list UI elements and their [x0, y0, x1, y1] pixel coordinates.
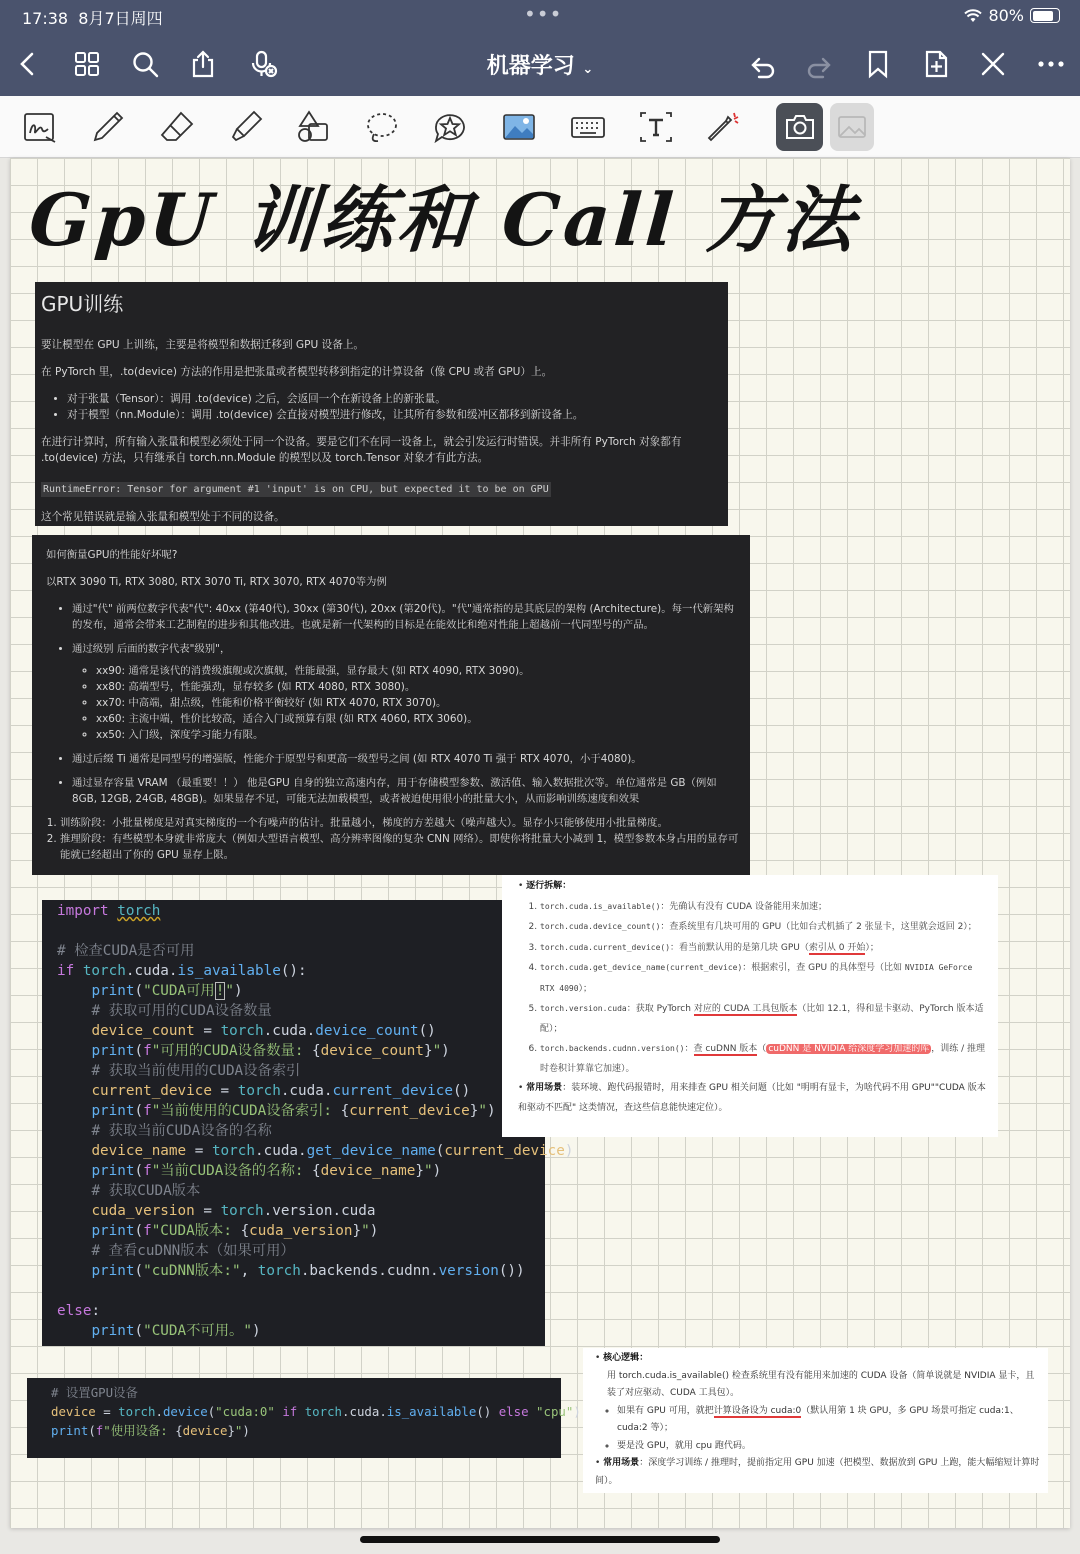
laser-pointer-icon[interactable] — [702, 106, 746, 148]
screenshot-gpu-training[interactable] — [35, 282, 728, 526]
level-item: ◦ xx60: 主流中端，性价比较高，适合入门或预算有限 (如 RTX 4060, RTX 3060)。 — [96, 711, 742, 727]
status-right — [964, 6, 1060, 25]
undo-icon[interactable] — [744, 46, 780, 82]
explain-item: 4. torch.cuda.get_device_name(current_device)：根据索引，查 GPU 的具体型号（比如 NVIDIA GeForce RTX 4090）； — [540, 958, 986, 999]
multitask-dots[interactable]: ••• — [524, 2, 563, 26]
highlighter-icon[interactable] — [224, 106, 268, 148]
explain-title: • 逐行拆解： — [518, 881, 572, 891]
list-item: • 通过级别 后面的数字代表"级别"， ◦ xx90: 通常是该代的消费级旗舰或次旗舰，性能最强，显存最大 (如 RTX 4090, RTX 3090)。 ◦ xx80: 高端型号，性能强劲，显存较多 (如 RTX 4080, RTX 3080)。 ◦ xx70: 中高端，甜点级，性能和价格平衡较好 (如 RTX 4070, RTX 3070)。 ◦ xx60: 主流中端，性价比较高，适合入门或预算有限 (如 RTX 4060, RTX 3060)。 ◦ xx50: 入门级，深度学习能力有限。 — [72, 641, 742, 743]
shapes-icon[interactable] — [292, 106, 336, 148]
core-intro: 用 torch.cuda.is_available() 检查系统里有没有能用来加速的 CUDA 设备（简单说就是 NVIDIA 显卡，且装了对应驱动、CUDA 工具包）。 — [607, 1370, 1035, 1398]
level-item: ◦ xx50: 入门级，深度学习能力有限。 — [96, 727, 742, 743]
screenshot-line-by-line-explain[interactable] — [502, 875, 998, 1137]
section-heading: GPU训练 — [41, 292, 124, 316]
camera-icon[interactable] — [776, 103, 823, 151]
core-item: ◦ 如果有 GPU 可用，就把计算设备设为 cuda:0（默认用第 1 块 GPU，多 GPU 场景可指定 cuda:1、cuda:2 等）； — [617, 1403, 1040, 1438]
sticker-icon[interactable] — [428, 106, 472, 148]
back-icon[interactable] — [10, 46, 46, 82]
scribble-icon[interactable] — [18, 106, 62, 148]
home-indicator[interactable] — [360, 1536, 720, 1543]
paragraph: 这个常见错误就是输入张量和模型处于不同的设备。 — [41, 511, 285, 523]
scene-line: • 常用场景：装环境、跑代码报错时，用来排查 GPU 相关问题（比如 "明明有显卡，为啥代码不用 GPU""CUDA 版本和驱动不匹配" 这类情况，查这些信息能快速定位）。 — [518, 1083, 986, 1113]
explain-item: 5. torch.version.cuda：获取 PyTorch 对应的 CUDA 工具包版本（比如 12.1，得和显卡驱动、PyTorch 版本适配）； — [540, 999, 986, 1039]
code-block: # 设置GPU设备 device = torch.device("cuda:0" if torch.cuda.is_available() else "cpu") print(f"使用设备: {device}") — [51, 1385, 581, 1438]
bookmark-icon[interactable] — [860, 46, 896, 82]
add-page-icon[interactable] — [918, 46, 954, 82]
battery-percent: 80% — [988, 6, 1024, 25]
numbered-item: 2. 推理阶段：有些模型本身就非常庞大（例如大型语言模型、高分辨率图像的复杂 CNN 网络）。即使你将批量大小减到 1，模型参数本身占用的显存可能就已经超出了你的 GPU 显存上限。 — [60, 831, 742, 863]
image-icon[interactable] — [497, 106, 541, 148]
battery-icon — [1030, 8, 1060, 23]
code-block: import torch # 检查CUDA是否可用 if torch.cuda.is_available(): print("CUDA可用!") # 获取可用的CUDA设备数量 device_count = torch.cuda.device_count() print(f"可用的CUDA设备数量: {device_count}") # 获取当前使用的CUDA设备索引 current_device = torch.cuda.current_device() print(f"当前使用的CUDA设备索引: {current_device}") # 获取当前CUDA设备的名称 device_name = torch.cuda.get_device_name(current_device) print(f"当前CUDA设备的名称: {device_name}") # 获取CUDA版本 cuda_version = torch.version.cuda print(f"CUDA版本: {cuda_version}") # 查看cuDNN版本（如果可用） print("cuDNN版本:", torch.backends.cudnn.version()) else: print("CUDA不可用。") — [57, 903, 574, 1339]
core-title: • 核心逻辑： — [595, 1353, 649, 1363]
core-item: ◦ 要是没 GPU，就用 cpu 跑代码。 — [617, 1438, 1040, 1456]
list-item: • 通过显存容量 VRAM （最重要！！） 他是GPU 自身的独立高速内存，用于存储模型参数、激活值、输入数据批次等。单位通常是 GB（例如 8GB, 12GB, 24GB, 48GB)。如果显存不足，可能无法加载模型，或者被迫使用很小的批量大小，从而影响训练速度和效果 — [72, 775, 742, 807]
status-time: 17:38 8月7日周四 — [22, 9, 163, 28]
screenshot-core-logic[interactable] — [583, 1348, 1048, 1493]
grid-view-icon[interactable] — [69, 46, 105, 82]
note-canvas[interactable] — [10, 158, 1070, 1528]
explain-item: 3. torch.cuda.current_device()：看当前默认用的是第几块 GPU（索引从 0 开始）； — [540, 938, 986, 959]
numbered-item: 1. 训练阶段：小批量梯度是对真实梯度的一个有噪声的估计。批量越小，梯度的方差越大（噪声越大）。显存小只能够使用小批量梯度。 — [60, 815, 742, 831]
redo-icon[interactable] — [802, 46, 838, 82]
paragraph: 在 PyTorch 里，.to(device) 方法的作用是把张量或者模型转移到指定的计算设备（像 CPU 或者 GPU）上。 — [41, 366, 553, 378]
error-code: RuntimeError: Tensor for argument #1 'input' is on CPU, but expected it to be on GPU — [43, 484, 549, 495]
list-item: • 通过"代" 前两位数字代表"代": 40xx (第40代), 30xx (第30代), 20xx (第20代)。"代"通常指的是其底层的架构 (Architecture)。每一代新架构的发布，通常会带来工艺制程的进步和其他改进。也就是新一代架构的目标是在能效比和绝对性能上超越前一代同型号的产品。 — [72, 601, 742, 633]
nav-bar — [0, 32, 1080, 96]
wifi-icon — [964, 9, 982, 23]
close-pen-icon[interactable] — [975, 46, 1011, 82]
search-icon[interactable] — [127, 46, 163, 82]
paragraph: 要让模型在 GPU 上训练，主要是将模型和数据迁移到 GPU 设备上。 — [41, 339, 365, 351]
list-item: • 通过后缀 Ti 通常是同型号的增强版，性能介于原型号和更高一级型号之间 (如 RTX 4070 Ti 强于 RTX 4070，小于4080)。 — [72, 751, 742, 767]
paragraph: 在进行计算时，所有输入张量和模型必须处于同一个设备。要是它们不在同一设备上，就会引发运行时错误。并非所有 PyTorch 对象都有 .to(device) 方法，只有继承自 torch.nn.Module 的模型以及 torch.Tensor 对象才有此方法。 — [41, 436, 682, 464]
list-item: • 对于张量（Tensor）：调用 .to(device) 之后，会返回一个在新设备上的新张量。 — [67, 391, 722, 407]
keyboard-icon[interactable] — [566, 106, 610, 148]
highlight-mark: cuDNN 是 NVIDIA 给深度学习加速的库 — [768, 1044, 930, 1054]
explain-item: 2. torch.cuda.device_count()：查系统里有几块可用的 GPU（比如台式机插了 2 张显卡，这里就会返回 2）； — [540, 917, 986, 938]
scene-line: • 常用场景：深度学习训练 / 推理时，提前指定用 GPU 加速（把模型、数据放到 GPU 上跑，能大幅缩短计算时间）。 — [595, 1458, 1040, 1486]
lasso-icon[interactable] — [360, 106, 404, 148]
screenshot-gpu-performance[interactable] — [32, 535, 750, 875]
pen-icon[interactable] — [86, 106, 130, 148]
example-line: 以RTX 3090 Ti, RTX 3080, RTX 3070 Ti, RTX 3070, RTX 4070等为例 — [46, 576, 387, 588]
screenshot-set-device-code[interactable] — [27, 1378, 581, 1458]
explain-item: 6. torch.backends.cudnn.version()：查 cuDNN 版本（ cuDNN 是 NVIDIA 给深度学习加速的库 ，训练 / 推理时卷积计算靠它加速）。 — [540, 1039, 986, 1079]
status-bar — [0, 0, 1080, 32]
eraser-icon[interactable] — [155, 106, 199, 148]
more-icon[interactable] — [1033, 46, 1069, 82]
text-box-icon[interactable] — [634, 106, 678, 148]
level-item: ◦ xx90: 通常是该代的消费级旗舰或次旗舰，性能最强，显存最大 (如 RTX 4090, RTX 3090)。 — [96, 663, 742, 679]
document-title[interactable]: 机器学习 ⌄ — [486, 54, 594, 79]
level-item: ◦ xx70: 中高端，甜点级，性能和价格平衡较好 (如 RTX 4070, RTX 3070)。 — [96, 695, 742, 711]
chevron-down-icon: ⌄ — [582, 62, 594, 77]
explain-item: 1. torch.cuda.is_available()：先确认有没有 CUDA 设备能用来加速； — [540, 897, 986, 918]
tool-bar — [0, 96, 1080, 158]
list-item: • 对于模型（nn.Module）：调用 .to(device) 会直接对模型进行修改，让其所有参数和缓冲区都移到新设备上。 — [67, 407, 722, 423]
handwritten-title: GpU 训练和 Call 方法 — [26, 177, 862, 262]
share-icon[interactable] — [185, 46, 221, 82]
question: 如何衡量GPU的性能好坏呢? — [46, 549, 178, 561]
level-item: ◦ xx80: 高端型号，性能强劲，显存较多 (如 RTX 4080, RTX 3080)。 — [96, 679, 742, 695]
screenshot-cuda-check-code[interactable] — [42, 900, 574, 1346]
photo-placeholder-icon[interactable] — [830, 103, 874, 151]
voice-record-icon[interactable] — [245, 46, 281, 82]
